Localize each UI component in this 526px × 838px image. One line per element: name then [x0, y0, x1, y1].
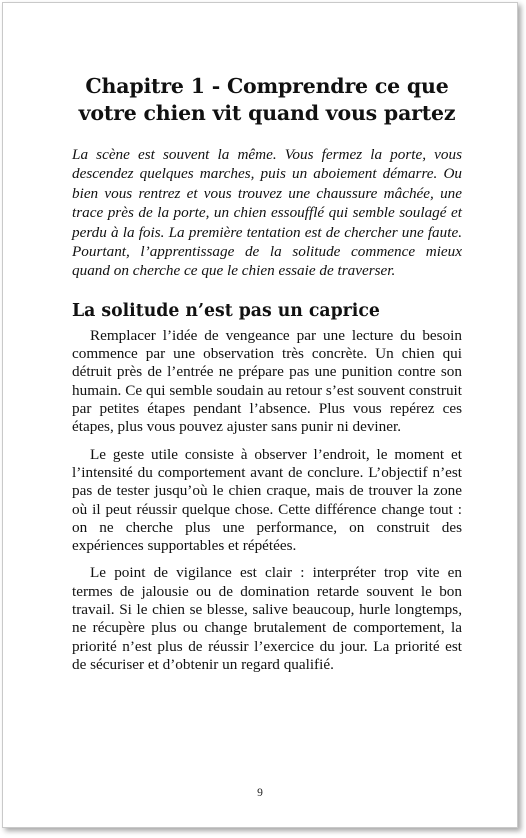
book-page: [2, 2, 518, 828]
chapter-title-line-1: Chapitre 1 - Comprendre ce que: [85, 74, 449, 98]
page-number: 9: [257, 787, 263, 799]
page-content: [72, 3, 462, 674]
body-paragraph-2: Le geste utile consiste à observer l’endroit, le moment et l’intensité du comportement avant de conclure. L’objectif n’est pas de tester jusqu’où le chien craque, mais de trouver la zone où il peut réussir quelque chose. Cette différence change tout : on ne cherche plus une performance, on construit des expériences supportables et répétées.: [72, 445, 462, 555]
chapter-title-line-2: votre chien vit quand vous partez: [78, 101, 456, 125]
body-paragraph-1: Remplacer l’idée de vengeance par une lecture du besoin commence par une observation très concrète. Un chien qui détruit près de l’entrée ne prépare pas une punition contre son humain. Ce qui semble soudain au retour s’est souvent construit par petites étapes pendant l’absence. Plus vous repérez ces étapes, plus vous pouvez ajuster sans punir ni deviner.: [72, 326, 462, 436]
intro-paragraph: La scène est souvent la même. Vous fermez la porte, vous descendez quelques marches, puis un aboiement démarre. Ou bien vous rentrez et vous trouvez une chaussure mâchée, une trace près de la porte, un chien essoufflé qui semble soulagé et perdu à la fois. La première tentation est de chercher une faute. Pourtant, l’apprentissage de la solitude commence mieux quand on cherche ce que le chien essaie de traverser.: [72, 146, 462, 280]
chapter-title: [72, 73, 462, 127]
body-paragraph-3: Le point de vigilance est clair : interpréter trop vite en termes de jalousie ou de domination retarde souvent le bon travail. Si le chien se blesse, salive beaucoup, hurle longtemps, ne récupère plus ou change brutalement de comportement, la priorité n’est plus de réussir l’exercice du jour. La priorité est de sécuriser et d’obtenir un regard qualifié.: [72, 564, 462, 673]
section-title: La solitude n’est pas un caprice: [72, 300, 380, 321]
